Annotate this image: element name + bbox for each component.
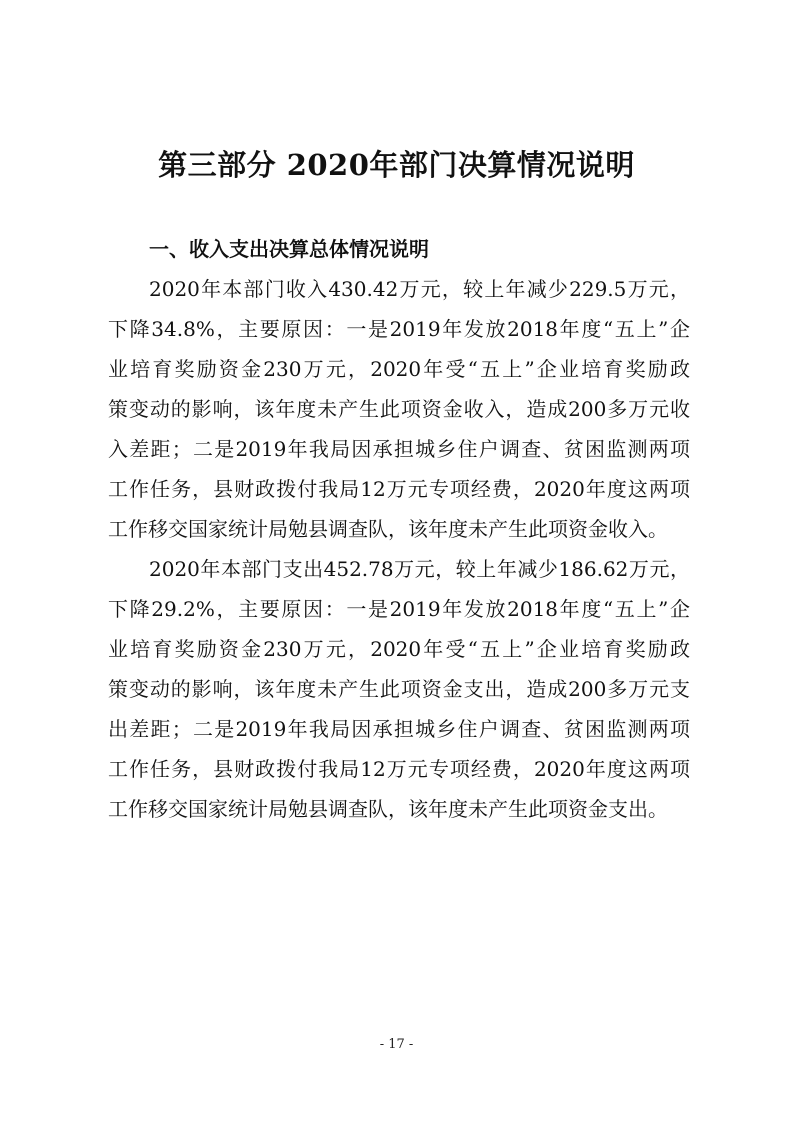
paragraph-line: 2020年本部门收入430.42万元，较上年减少229.5万元，: [149, 277, 690, 301]
paragraph-line: 业培育奖励资金230万元，2020年受“五上”企业培育奖励政: [108, 637, 690, 661]
paragraph-line: 工作移交国家统计局勉县调查队，该年度未产生此项资金支出。: [108, 797, 668, 821]
paragraph-line: 下降34.8%，主要原因：一是2019年发放2018年度“五上”企: [108, 317, 690, 341]
paragraph-line: 入差距；二是2019年我局因承担城乡住户调查、贫困监测两项: [108, 437, 690, 461]
paragraph-line: 下降29.2%，主要原因：一是2019年发放2018年度“五上”企: [108, 597, 690, 621]
paragraph-line: 出差距；二是2019年我局因承担城乡住户调查、贫困监测两项: [108, 717, 690, 741]
page-number: - 17 -: [379, 1037, 414, 1052]
paragraph-line: 策变动的影响，该年度未产生此项资金支出，造成200多万元支: [108, 677, 690, 701]
paragraph-line: 2020年本部门支出452.78万元，较上年减少186.62万元，: [149, 557, 690, 581]
paragraph-line: 工作任务，县财政拨付我局12万元专项经费，2020年度这两项: [108, 757, 690, 781]
paragraph-line: 业培育奖励资金230万元，2020年受“五上”企业培育奖励政: [108, 357, 690, 381]
page-title: 第三部分 2020年部门决算情况说明: [158, 148, 635, 182]
paragraph-line: 策变动的影响，该年度未产生此项资金收入，造成200多万元收: [108, 397, 690, 421]
section-heading: 一、收入支出决算总体情况说明: [149, 237, 429, 261]
paragraph-line: 工作移交国家统计局勉县调查队，该年度未产生此项资金收入。: [108, 517, 668, 541]
paragraph-line: 工作任务，县财政拨付我局12万元专项经费，2020年度这两项: [108, 477, 690, 501]
